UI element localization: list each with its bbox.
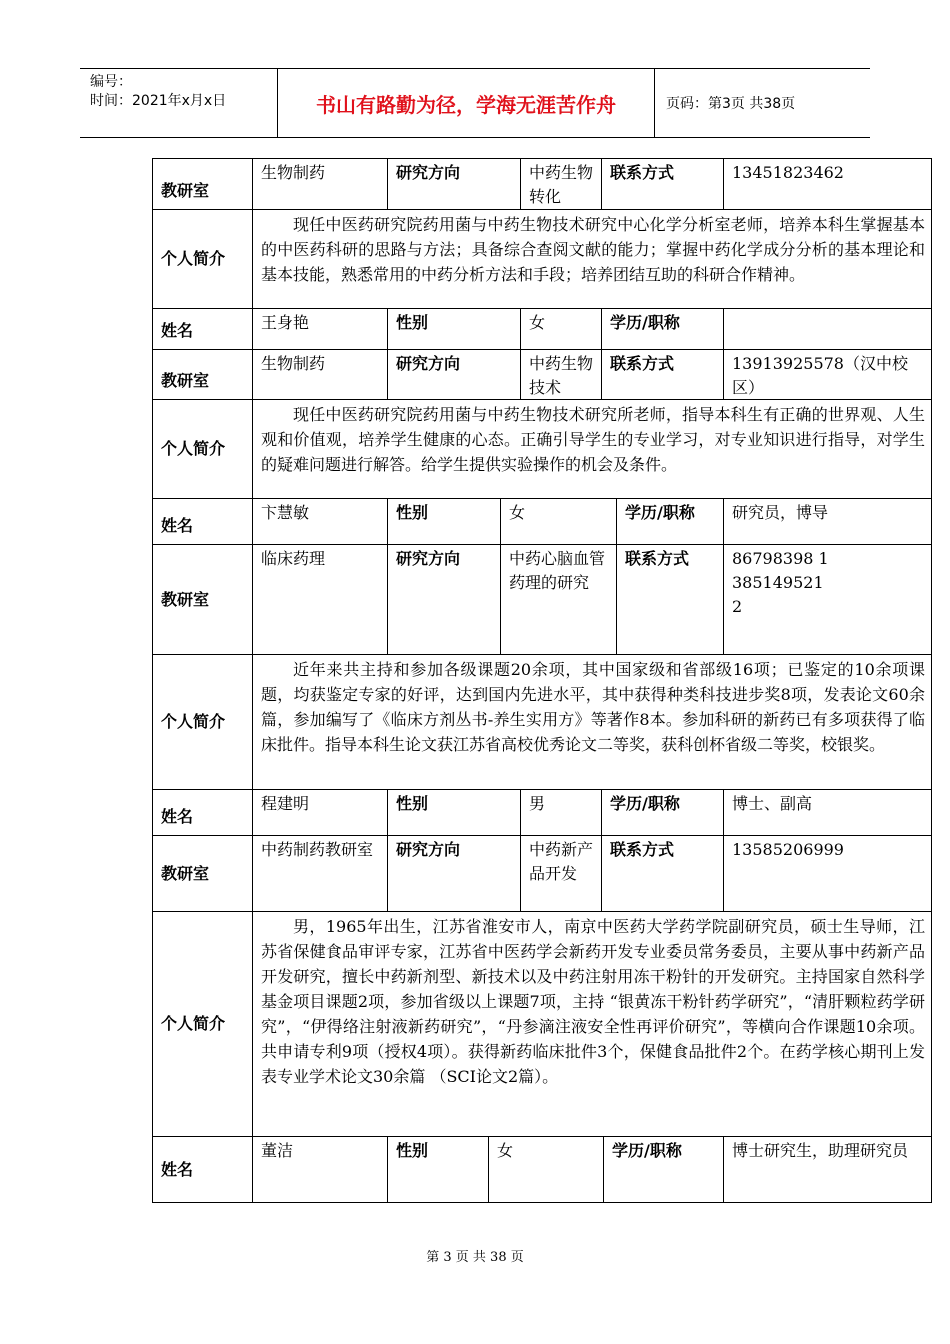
label-title: 学历/职称: [603, 1136, 724, 1203]
label-title: 学历/职称: [616, 498, 724, 545]
direction-value: 中药心脑血管药理的研究: [500, 544, 617, 655]
label-direction: 研究方向: [387, 835, 521, 912]
intro-text: 现任中医药研究院药用菌与中药生物技术研究所老师，指导本科生有正确的世界观、人生观和价值观，培养学生健康的心态。正确引导学生的专业学习，对专业知识进行指导，对学生的疑难问题进行解答。给学生提供实验操作的机会及条件。: [252, 399, 932, 499]
direction-value: 中药生物转化: [520, 158, 602, 210]
label-name: 姓名: [152, 308, 253, 350]
label-room: 教研室: [152, 544, 253, 655]
header-page: 页码：第3页 共38页: [666, 96, 796, 112]
intro-text: 现任中医药研究院药用菌与中药生物技术研究中心化学分析室老师，培养本科生掌握基本的中医药科研的思路与方法；具备综合查阅文献的能力；掌握中药化学成分分析的基本理论和基本技能，熟悉常用的中药分析方法和手段；培养团结互助的科研合作精神。: [252, 209, 932, 309]
table-row-room-2: [152, 544, 932, 655]
label-direction: 研究方向: [387, 544, 501, 655]
table-row-name-3: [152, 789, 932, 836]
room-value: 生物制药: [252, 158, 388, 210]
label-name: 姓名: [152, 1136, 253, 1203]
title-value: [723, 308, 932, 350]
room-value: 中药制药教研室: [252, 835, 388, 912]
label-intro: 个人简介: [152, 654, 253, 790]
room-value: 临床药理: [252, 544, 388, 655]
header-meta: [80, 69, 278, 137]
label-intro: 个人简介: [152, 911, 253, 1137]
gender-value: 男: [520, 789, 602, 836]
page-footer: 第 3 页 共 38 页: [426, 1250, 524, 1265]
label-contact: 联系方式: [616, 544, 724, 655]
label-contact: 联系方式: [601, 158, 724, 210]
title-value: 博士研究生，助理研究员: [723, 1136, 932, 1203]
gender-value: 女: [520, 308, 602, 350]
contact-value: 13585206999: [723, 835, 932, 912]
title-value: 博士、副高: [723, 789, 932, 836]
name-value: 程建明: [252, 789, 388, 836]
direction-value: 中药新产品开发: [520, 835, 602, 912]
contact-value: 13451823462: [723, 158, 932, 210]
label-room: 教研室: [152, 158, 253, 210]
label-room: 教研室: [152, 835, 253, 912]
label-gender: 性别: [387, 498, 501, 545]
table-row-name-1: [152, 308, 932, 350]
table-row-intro-1: [152, 399, 932, 499]
label-direction: 研究方向: [387, 158, 521, 210]
label-contact: 联系方式: [601, 835, 724, 912]
page-header: [80, 68, 870, 138]
label-title: 学历/职称: [601, 789, 724, 836]
gender-value: 女: [500, 498, 617, 545]
direction-value: 中药生物技术: [520, 349, 602, 400]
table-row-intro-3: [152, 911, 932, 1137]
header-time: 时间：2021年x月x日: [90, 93, 227, 109]
table-row-room-1: [152, 349, 932, 400]
intro-text: 近年来共主持和参加各级课题20余项，其中国家级和省部级16项；已鉴定的10余项课题，均获鉴定专家的好评，达到国内先进水平，其中获得种类科技进步奖8项，发表论文60余篇，参加编写了《临床方剂丛书-养生实用方》等著作8本。参加科研的新药已有多项获得了临床批件。指导本科生论文获江苏省高校优秀论文二等奖，获科创杯省级二等奖，校银奖。: [252, 654, 932, 790]
label-room: 教研室: [152, 349, 253, 400]
room-value: 生物制药: [252, 349, 388, 400]
gender-value: 女: [488, 1136, 604, 1203]
table-row-name-4: [152, 1136, 932, 1203]
table-row-intro-2: [152, 654, 932, 790]
contact-phone: 86798398 13851495212: [732, 549, 829, 616]
name-value: 王身艳: [252, 308, 388, 350]
label-direction: 研究方向: [387, 349, 521, 400]
name-value: 董洁: [252, 1136, 388, 1203]
name-value: 卞慧敏: [252, 498, 388, 545]
header-number: 编号：: [90, 74, 132, 90]
contact-value: 13913925578（汉中校区）: [723, 349, 932, 400]
label-name: 姓名: [152, 498, 253, 545]
label-gender: 性别: [387, 1136, 489, 1203]
label-gender: 性别: [387, 308, 521, 350]
table-row-room-0: [152, 158, 932, 210]
label-name: 姓名: [152, 789, 253, 836]
table-row-intro-0: [152, 209, 932, 309]
label-intro: 个人简介: [152, 209, 253, 309]
label-title: 学历/职称: [601, 308, 724, 350]
label-gender: 性别: [387, 789, 521, 836]
title-value: 研究员，博导: [723, 498, 932, 545]
header-motto: 书山有路勤为径，学海无涯苦作舟: [278, 69, 655, 137]
label-contact: 联系方式: [601, 349, 724, 400]
contact-value: [723, 544, 932, 655]
table-row-name-2: [152, 498, 932, 545]
label-intro: 个人简介: [152, 399, 253, 499]
table-row-room-3: [152, 835, 932, 912]
intro-text: 男，1965年出生，江苏省淮安市人，南京中医药大学药学院副研究员，硕士生导师，江苏省保健食品审评专家，江苏省中医药学会新药开发专业委员常务委员，主要从事中药新产品开发研究，擅长中药新剂型、新技术以及中药注射用冻干粉针的开发研究。主持国家自然科学基金项目课题2项，参加省级以上课题7项，主持 “银黄冻干粉针药学研究”，“清肝颗粒药学研究”，“伊得络注射液新药研究”，“丹参滴注液安全性再评价研究”，等横向合作课题10余项。共申请专利9项（授权4项）。获得新药临床批件3个，保健食品批件2个。在药学核心期刊上发表专业学术论文30余篇 （SCI论文2篇）。: [252, 911, 932, 1137]
